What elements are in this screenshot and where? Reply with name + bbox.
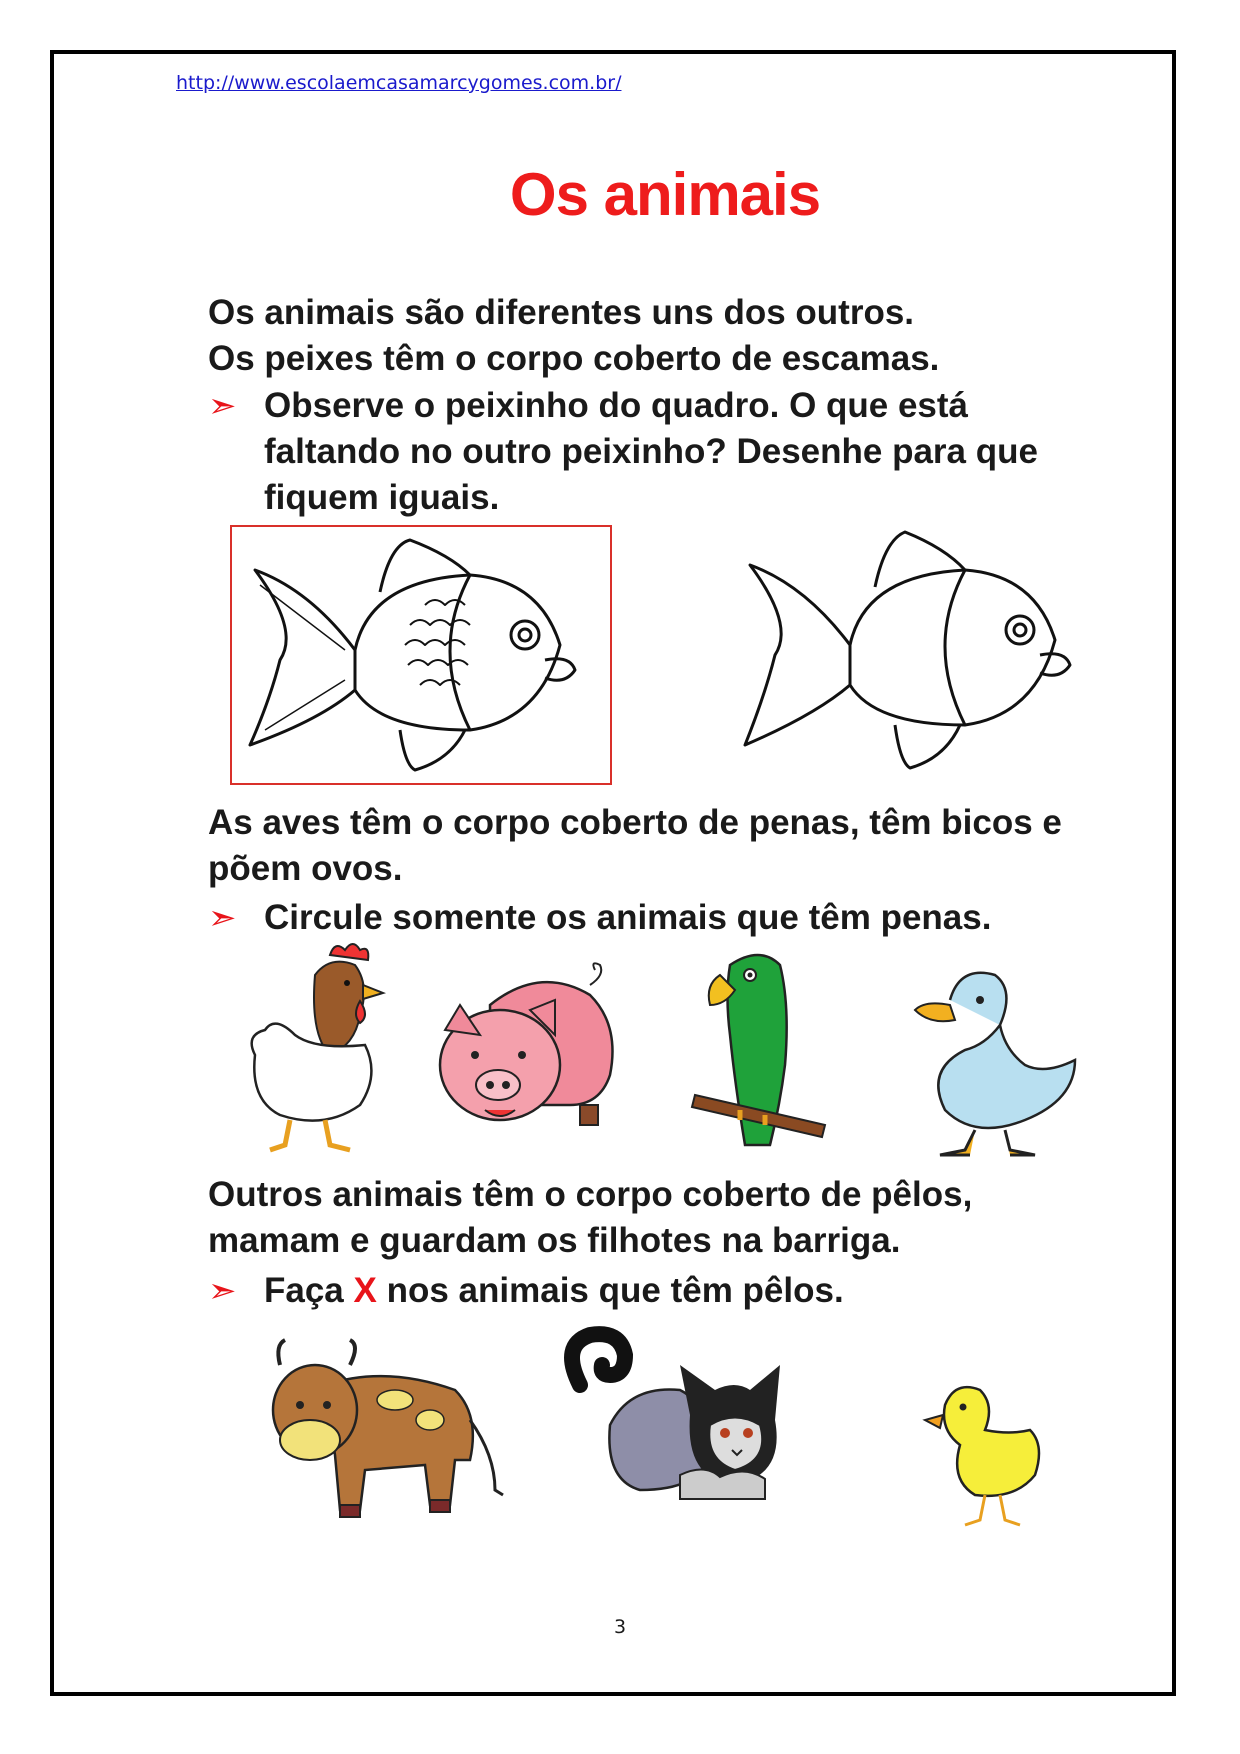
page-title: Os animais — [509, 161, 821, 228]
fish-instruction — [208, 383, 1038, 521]
fish-with-scales-illustration — [240, 530, 610, 780]
mammals-task-start: Faça — [264, 1271, 344, 1310]
fish-task-line-3: fiquem iguais. — [264, 478, 500, 517]
mammals-line-2: mamam e guardam os filhotes na barriga. — [208, 1221, 901, 1260]
birds-task: Circule somente os animais que têm penas. — [264, 898, 992, 937]
chick-illustration[interactable] — [915, 1375, 1055, 1535]
curved-arrow-icon: ➣ — [208, 387, 237, 425]
fish-task-line-1: Observe o peixinho do quadro. O que está — [264, 386, 969, 425]
curved-arrow-icon: ➣ — [208, 1272, 237, 1310]
rooster-illustration[interactable] — [235, 935, 410, 1155]
parrot-illustration[interactable] — [690, 945, 830, 1160]
birds-line-2: põem ovos. — [208, 849, 403, 888]
birds-paragraph — [208, 800, 1062, 892]
red-x-mark: X — [353, 1271, 377, 1310]
birds-line-1: As aves têm o corpo coberto de penas, têm bicos e — [208, 803, 1062, 842]
intro-line-1: Os animais são diferentes uns dos outros. — [208, 293, 915, 332]
pig-illustration[interactable] — [430, 955, 630, 1150]
mammals-task-end: nos animais que têm pêlos. — [386, 1271, 844, 1310]
mammals-line-1: Outros animais têm o corpo coberto de pêlos, — [208, 1175, 973, 1214]
curved-arrow-icon: ➣ — [208, 899, 237, 937]
page-number: 3 — [613, 1616, 627, 1638]
mammals-paragraph — [208, 1172, 972, 1264]
header-url-link[interactable]: http://www.escolaemcasamarcygomes.com.br/ — [176, 72, 622, 94]
fish-task-line-2: faltando no outro peixinho? Desenhe para que — [264, 432, 1038, 471]
fish-without-scales-illustration — [735, 520, 1105, 780]
cow-illustration[interactable] — [265, 1325, 505, 1525]
intro-paragraph — [208, 290, 939, 382]
duck-illustration[interactable] — [905, 960, 1085, 1160]
mammals-instruction — [208, 1268, 844, 1314]
intro-line-2: Os peixes têm o corpo coberto de escamas. — [208, 339, 940, 378]
cat-illustration[interactable] — [550, 1325, 805, 1515]
